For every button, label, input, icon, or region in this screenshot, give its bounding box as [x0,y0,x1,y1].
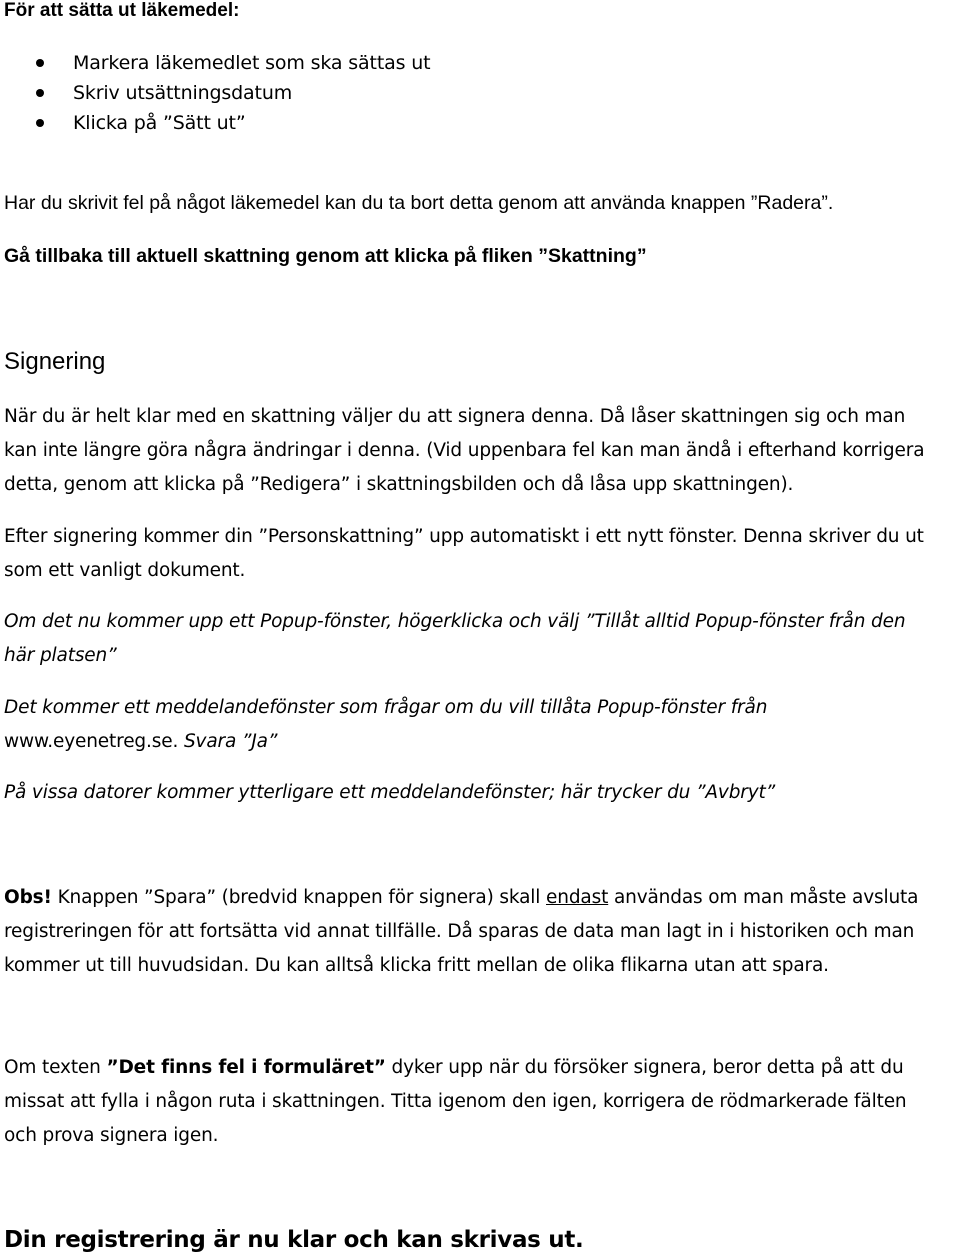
signing-title: Signering [4,348,106,375]
obs-paragraph [4,885,918,979]
list-item [0,48,430,78]
step-text: Skriv utsättningsdatum [73,82,293,104]
paragraph-line: Det kommer ett meddelandefönster som frågar om du vill tillåta Popup-fönster från [4,697,768,718]
obs-emphasis: endast [546,887,609,908]
paragraph-line: missat att fylla i någon ruta i skattningen. Titta igenom den igen, korrigera de rödmarkerade fälten [4,1091,907,1112]
paragraph-line: som ett vanligt dokument. [4,560,246,581]
list-item [0,78,430,108]
answer-yes-text: Svara ”Ja” [183,731,278,752]
paragraph-line: Om det nu kommer upp ett Popup-fönster, högerklicka och välj ”Tillåt alltid Popup-fönster från den [4,611,906,632]
signing-paragraph-1 [4,404,924,498]
paragraph-line: registreringen för att fortsätta vid annat tillfälle. Då sparas de data man lagt in i historiken och man [4,921,915,942]
site-url: www.eyenetreg.se. [4,731,179,752]
popup-paragraph [4,609,905,669]
step-text: Klicka på ”Sätt ut” [73,112,246,134]
message-paragraph [4,695,767,755]
form-error-paragraph [4,1055,907,1149]
form-error-text: dyker upp när du försöker signera, beror detta på att du [391,1057,904,1078]
paragraph-line: här platsen” [4,645,117,666]
section-heading: För att sätta ut läkemedel: [4,0,240,21]
bullet-icon [36,59,44,67]
form-error-message: ”Det finns fel i formuläret” [106,1057,386,1078]
bullet-icon [36,89,44,97]
bullet-icon [36,119,44,127]
final-heading: Din registrering är nu klar och kan skrivas ut. [4,1227,584,1253]
list-item [0,108,430,138]
cancel-paragraph: På vissa datorer kommer ytterligare ett meddelandefönster; här trycker du ”Avbryt” [4,782,776,803]
error-note: Har du skrivit fel på något läkemedel kan du ta bort detta genom att använda knappen ”Radera”. [4,192,834,214]
back-note: Gå tillbaka till aktuell skattning genom att klicka på fliken ”Skattning” [4,245,647,267]
obs-label: Obs! [4,887,52,908]
obs-text: Knappen ”Spara” (bredvid knappen för signera) skall [57,887,541,908]
form-error-text: Om texten [4,1057,101,1078]
paragraph-line: kommer ut till huvudsidan. Du kan alltså klicka fritt mellan de olika flikarna utan att spara. [4,955,829,976]
paragraph-line: Efter signering kommer din ”Personskattning” upp automatiskt i ett nytt fönster. Denna skriver du ut [4,526,924,547]
paragraph-line: och prova signera igen. [4,1125,219,1146]
paragraph-line: kan inte längre göra några ändringar i denna. (Vid uppenbara fel kan man ändå i efterhand korrigera [4,440,925,461]
paragraph-line: När du är helt klar med en skattning väljer du att signera denna. Då låser skattningen sig och man [4,406,906,427]
obs-text: användas om man måste avsluta [613,887,919,908]
signing-paragraph-2 [4,524,924,584]
steps-list [0,48,430,138]
step-text: Markera läkemedlet som ska sättas ut [73,52,431,74]
paragraph-line: detta, genom att klicka på ”Redigera” i skattningsbilden och då låsa upp skattningen). [4,474,794,495]
